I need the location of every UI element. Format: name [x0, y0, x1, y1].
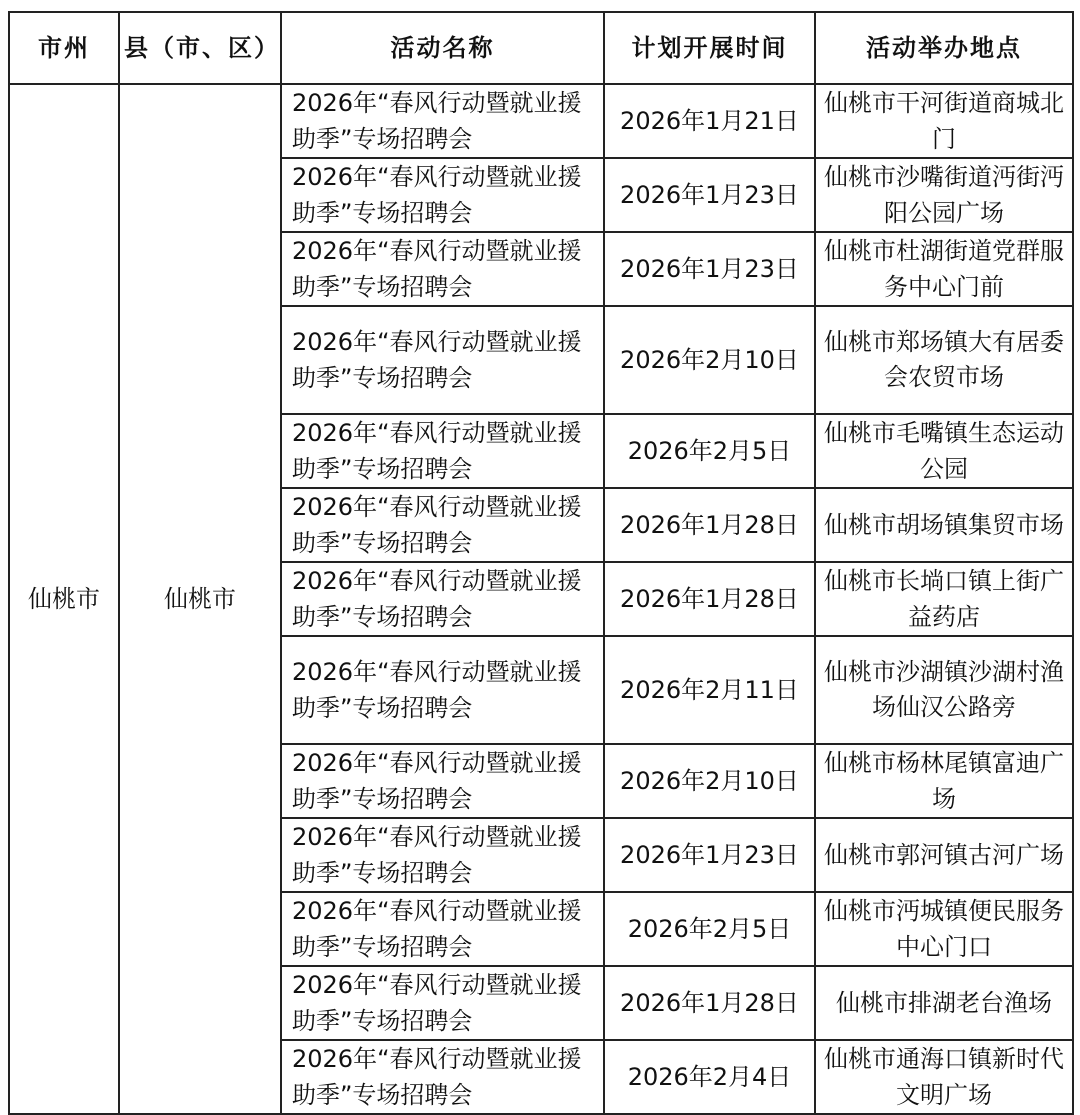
venue-cell: 仙桃市长埫口镇上街广益药店: [815, 562, 1073, 636]
activity-name-cell: 2026年“春风行动暨就业援助季”专场招聘会: [281, 1040, 604, 1114]
activity-name-cell: 2026年“春风行动暨就业援助季”专场招聘会: [281, 966, 604, 1040]
activity-name-cell: 2026年“春风行动暨就业援助季”专场招聘会: [281, 158, 604, 232]
header-row: [9, 12, 1073, 84]
date-cell: 2026年1月28日: [604, 488, 815, 562]
activity-name-cell: 2026年“春风行动暨就业援助季”专场招聘会: [281, 414, 604, 488]
venue-cell: 仙桃市杜湖街道党群服务中心门前: [815, 232, 1073, 306]
activity-name-cell: 2026年“春风行动暨就业援助季”专场招聘会: [281, 636, 604, 744]
date-cell: 2026年2月10日: [604, 744, 815, 818]
date-cell: 2026年1月23日: [604, 158, 815, 232]
activity-name-cell: 2026年“春风行动暨就业援助季”专场招聘会: [281, 562, 604, 636]
activity-name-cell: 2026年“春风行动暨就业援助季”专场招聘会: [281, 744, 604, 818]
date-cell: 2026年1月28日: [604, 562, 815, 636]
header-city: 市州: [9, 12, 119, 84]
venue-cell: 仙桃市胡场镇集贸市场: [815, 488, 1073, 562]
venue-cell: 仙桃市杨林尾镇富迪广场: [815, 744, 1073, 818]
date-cell: 2026年1月23日: [604, 232, 815, 306]
venue-cell: 仙桃市通海口镇新时代文明广场: [815, 1040, 1073, 1114]
date-cell: 2026年2月11日: [604, 636, 815, 744]
date-cell: 2026年1月21日: [604, 84, 815, 158]
activity-name-cell: 2026年“春风行动暨就业援助季”专场招聘会: [281, 818, 604, 892]
venue-cell: 仙桃市沙嘴街道沔街沔阳公园广场: [815, 158, 1073, 232]
activity-name-cell: 2026年“春风行动暨就业援助季”专场招聘会: [281, 232, 604, 306]
county-cell: 仙桃市: [119, 84, 281, 1114]
job-fair-schedule: [8, 11, 1072, 1115]
venue-cell: 仙桃市郑场镇大有居委会农贸市场: [815, 306, 1073, 414]
venue-cell: 仙桃市郭河镇古河广场: [815, 818, 1073, 892]
date-cell: 2026年2月10日: [604, 306, 815, 414]
date-cell: 2026年1月28日: [604, 966, 815, 1040]
schedule-table: [8, 11, 1074, 1115]
venue-cell: 仙桃市毛嘴镇生态运动公园: [815, 414, 1073, 488]
header-activity-name: 活动名称: [281, 12, 604, 84]
venue-cell: 仙桃市排湖老台渔场: [815, 966, 1073, 1040]
table-row: [9, 84, 1073, 158]
activity-name-cell: 2026年“春风行动暨就业援助季”专场招聘会: [281, 892, 604, 966]
date-cell: 2026年2月4日: [604, 1040, 815, 1114]
header-county: 县（市、区）: [119, 12, 281, 84]
city-cell: 仙桃市: [9, 84, 119, 1114]
venue-cell: 仙桃市沙湖镇沙湖村渔场仙汉公路旁: [815, 636, 1073, 744]
header-venue: 活动举办地点: [815, 12, 1073, 84]
venue-cell: 仙桃市干河街道商城北门: [815, 84, 1073, 158]
header-planned-date: 计划开展时间: [604, 12, 815, 84]
activity-name-cell: 2026年“春风行动暨就业援助季”专场招聘会: [281, 488, 604, 562]
activity-name-cell: 2026年“春风行动暨就业援助季”专场招聘会: [281, 84, 604, 158]
activity-name-cell: 2026年“春风行动暨就业援助季”专场招聘会: [281, 306, 604, 414]
date-cell: 2026年2月5日: [604, 892, 815, 966]
date-cell: 2026年1月23日: [604, 818, 815, 892]
venue-cell: 仙桃市沔城镇便民服务中心门口: [815, 892, 1073, 966]
date-cell: 2026年2月5日: [604, 414, 815, 488]
